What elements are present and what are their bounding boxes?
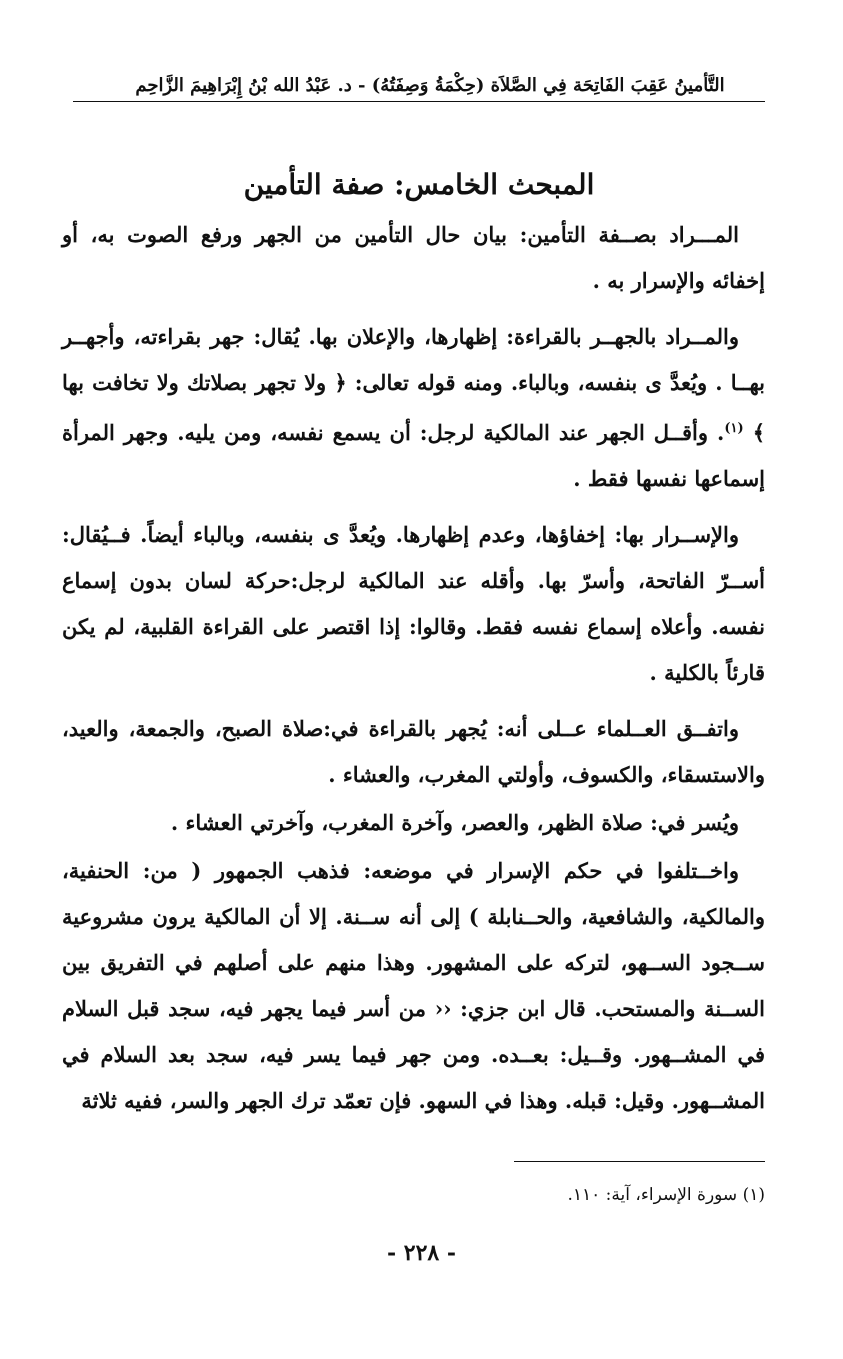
body-text	[62, 212, 765, 1124]
footnote: (١) سورة الإسراء، آية: ١١٠.	[567, 1185, 765, 1205]
paragraph-israr: والإســرار بها: إخفاؤها، وعدم إظهارها. ويُعدَّ ى بنفسه، وبالباء أيضاً. فــيُقال: أســرّ الفاتحة، وأسرّ بها. وأقله عند المالكية لرجل:حركة لسان بدون إسماع نفسه. وأعلاه إسماع نفسه فقط. وقالوا: إذا اقتصر على القراءة القلبية، لم يكن قارئاً بالكلية .	[62, 522, 765, 685]
paragraph-silent-prayers: ويُسر في: صلاة الظهر، والعصر، وآخرة المغرب، وآخرتي العشاء .	[170, 810, 739, 835]
section-title: المبحث الخامس: صفة التأمين	[243, 167, 595, 201]
paragraph-jahr-main: والمــراد بالجهــر بالقراءة: إظهارها، والإعلان بها. يُقال: جهر بقراءته، وأجهــر بهــا . ويُعدَّ ى بنفسه، وبالباء. ومنه قوله تعالى: ﴿ ولا تجهر بصلاتك ولا تخافت بها ﴾	[62, 324, 766, 445]
running-header: التَّأمينُ عَقِبَ الفَاتِحَة فِي الصَّلاَة (حِكْمَةُ وَصِفَتُهُ) - د. عَبْدُ الله بْنُ إِبْرَاهِيمَ الزَّاحِم	[135, 75, 725, 96]
paragraph-agreement: واتفــق العــلماء عــلى أنه: يُجهر بالقراءة في:صلاة الصبح، والجمعة، والعيد، والاستسقاء، والكسوف، وأولتي المغرب، والعشاء .	[62, 716, 765, 787]
paragraph-definition: المـــراد بصــفة التأمين: بيان حال التأمين من الجهر ورفع الصوت به، أو إخفائه والإسرار به .	[62, 222, 765, 293]
footnote-marker: (١)	[724, 421, 744, 436]
paragraph-disagreement: واخــتلفوا في حكم الإسرار في موضعه: فذهب الجمهور ( من: الحنفية، والمالكية، والشافعية، والحــنابلة ) إلى أنه ســنة. إلا أن المالكية يرون مشروعية ســجود الســهو، لتركه على المشهور. وهذا منهم على أصلهم في التفريق بين الســنة والمستحب. قال ابن جزي: ‹‹ من أسر فيما يجهر فيه، سجد قبل السلام في المشــهور. وقــيل: بعــده. ومن جهر فيما يسر فيه، سجد بعد السلام في المشــهور. وقيل: قبله. وهذا في السهو. فإن تعمّد ترك الجهر والسر، ففيه ثلاثة	[62, 858, 765, 1113]
header-rule	[73, 101, 765, 102]
paragraph-jahr	[62, 314, 765, 502]
paragraph-jahr-tail: . وأقــل الجهر عند المالكية لرجل: أن يسمع نفسه، ومن يليه. وجهر المرأة إسماعها نفسها فقط .	[62, 420, 765, 491]
footnote-rule	[514, 1161, 765, 1162]
page-number: - ٢٢٨ -	[386, 1240, 457, 1266]
